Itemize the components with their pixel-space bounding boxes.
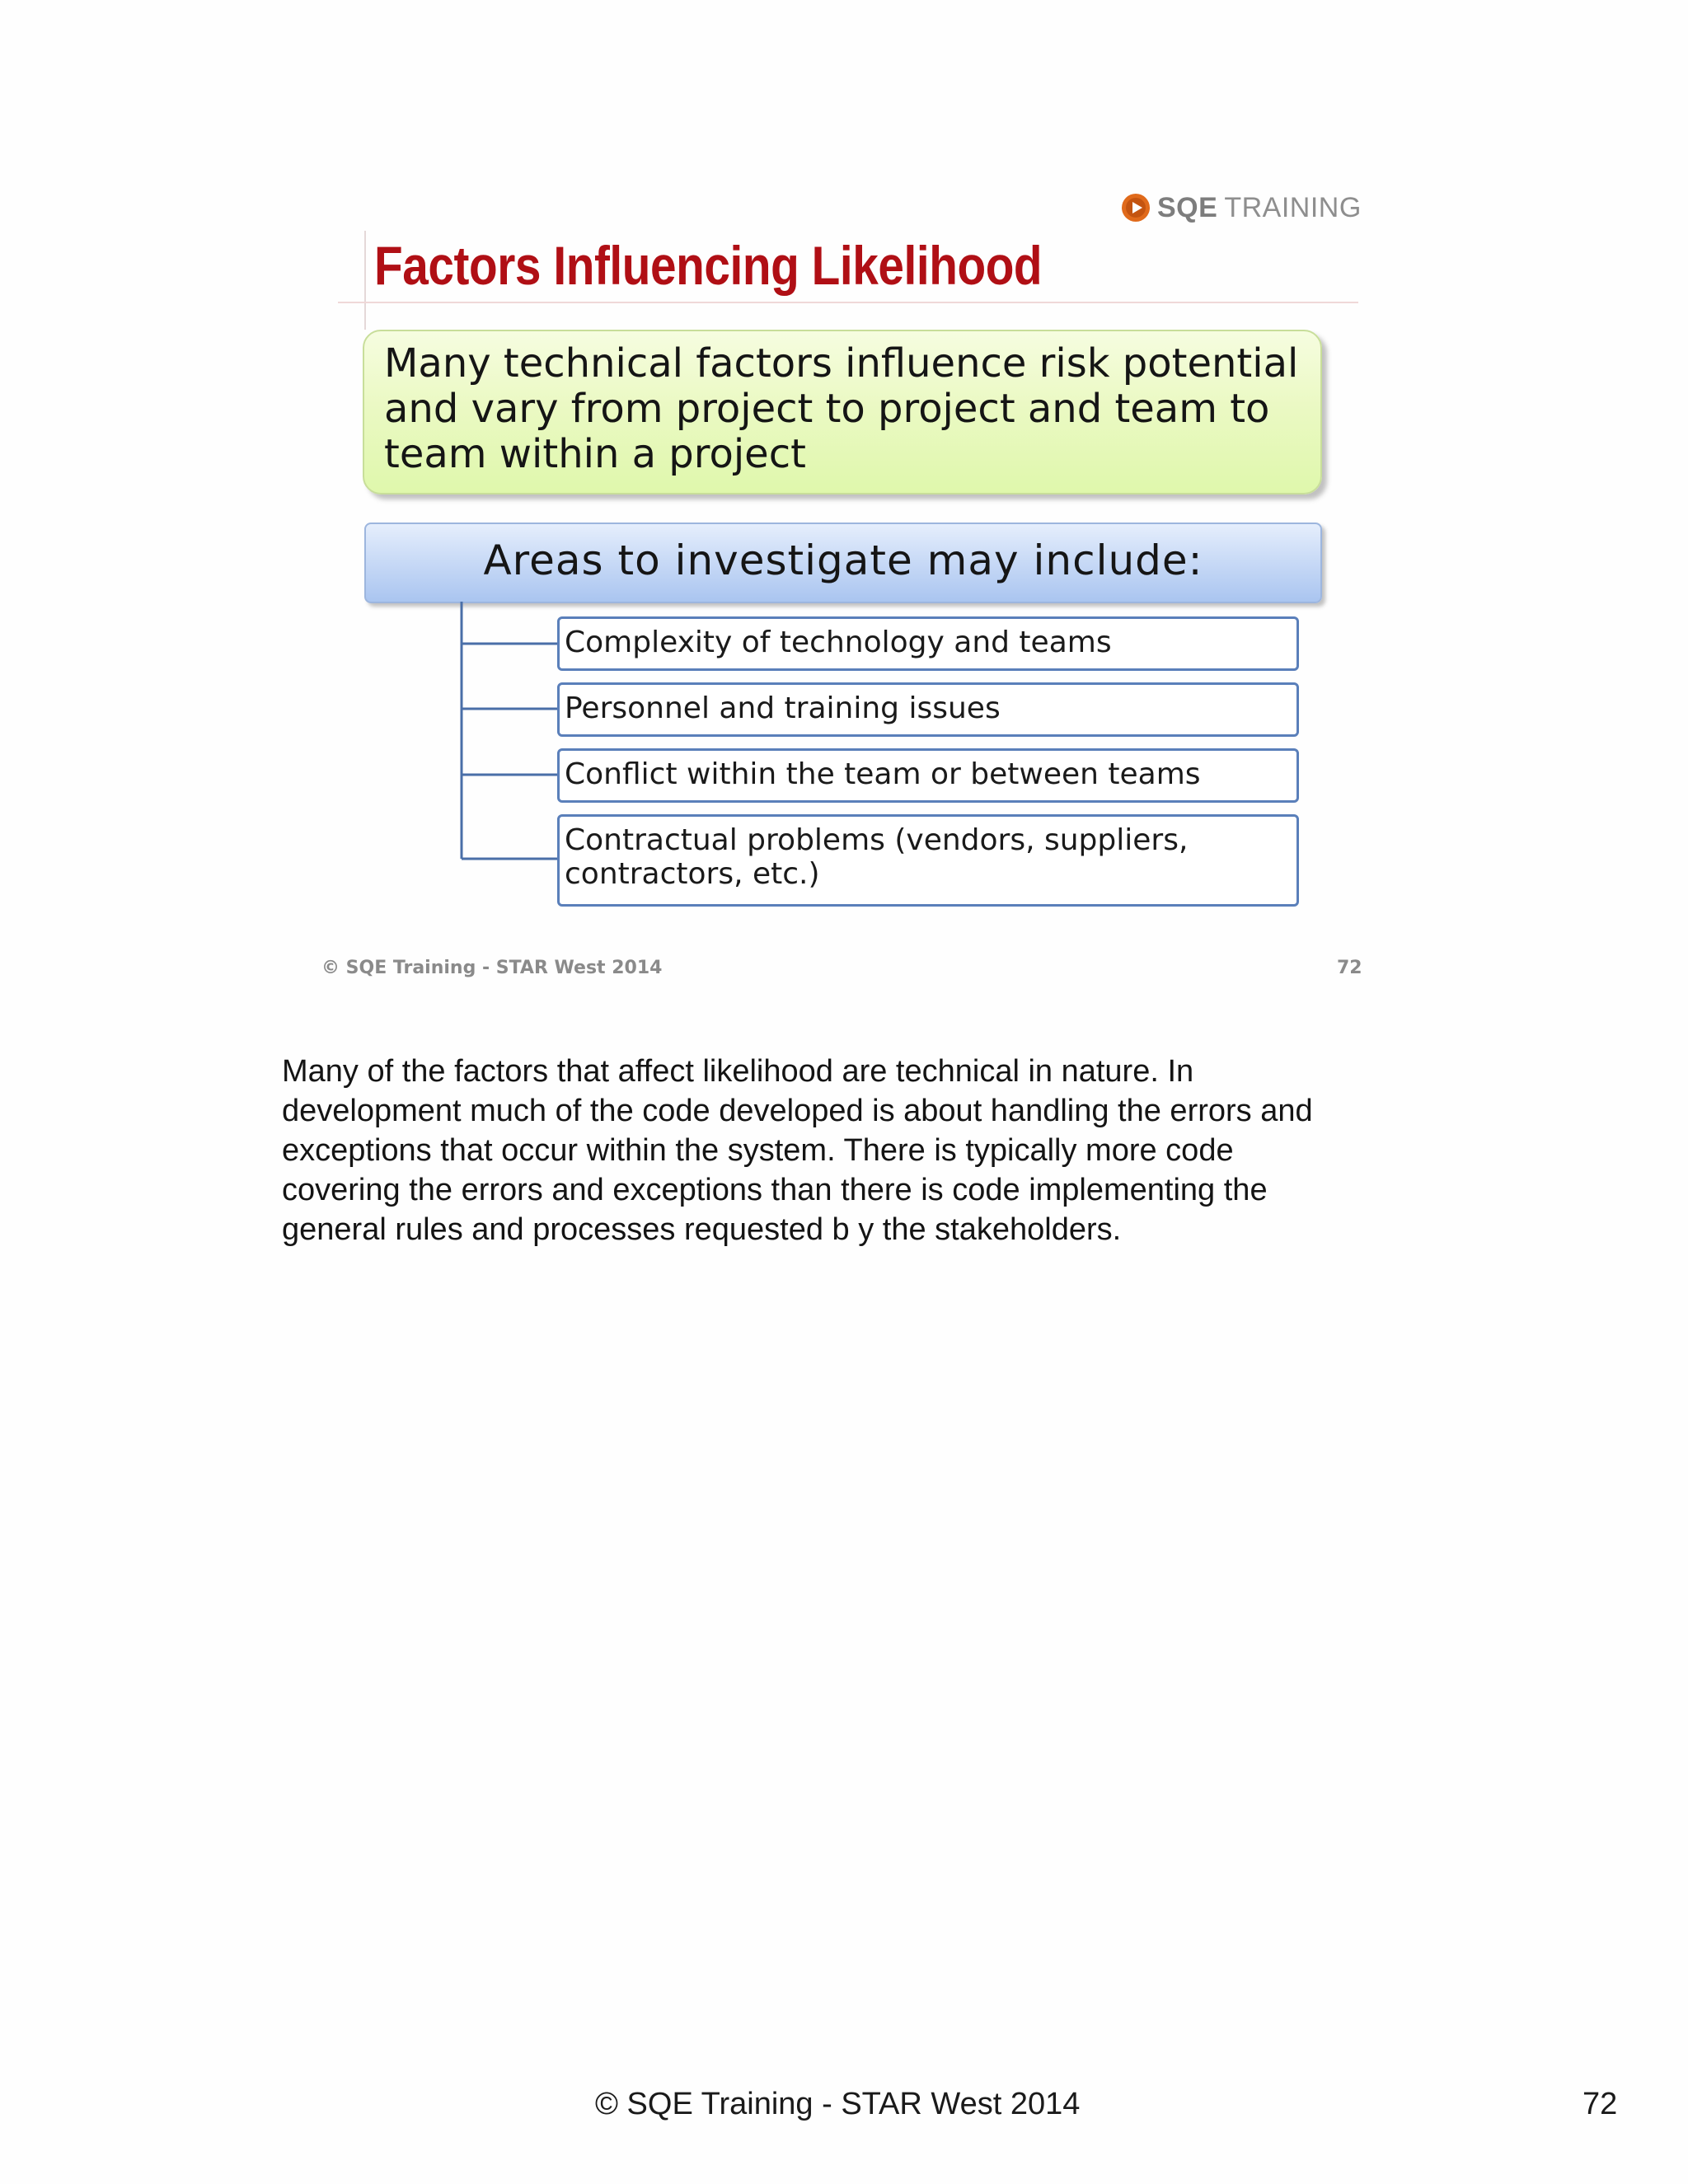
callout-text: Many technical factors influence risk potential and vary from project to project and team to team within a project [384, 340, 1299, 477]
page-number: 72 [1582, 2087, 1618, 2121]
notes-line: development much of the code developed is about handling the errors and [282, 1094, 1313, 1128]
slide-thumbnail [321, 181, 1376, 1005]
areas-heading: Areas to investigate may include: [483, 537, 1203, 584]
list-item: Complexity of technology and teams [557, 616, 1299, 671]
logo-brand: SQE [1157, 191, 1218, 223]
notes-line: covering the errors and exceptions than there is code implementing the [282, 1173, 1268, 1207]
notes-line: Many of the factors that affect likelihood are technical in nature. In [282, 1054, 1194, 1089]
slide-copyright: © SQE Training - STAR West 2014 [321, 958, 663, 978]
speaker-notes [282, 1052, 1436, 1249]
list-item: Personnel and training issues [557, 682, 1299, 737]
list-item: Contractual problems (vendors, suppliers, contractors, etc.) [557, 814, 1299, 907]
slide-number: 72 [1337, 958, 1362, 978]
page-footer-copyright: © SQE Training - STAR West 2014 [595, 2087, 1081, 2121]
slide-title: Factors Influencing Likelihood [374, 235, 1043, 296]
list-item: Conflict within the team or between teams [557, 748, 1299, 803]
notes-line: general rules and processes requested b y the stakeholders. [282, 1212, 1122, 1247]
notes-line: exceptions that occur within the system. There is typically more code [282, 1133, 1234, 1168]
logo-tagline: TRAINING [1224, 191, 1362, 223]
